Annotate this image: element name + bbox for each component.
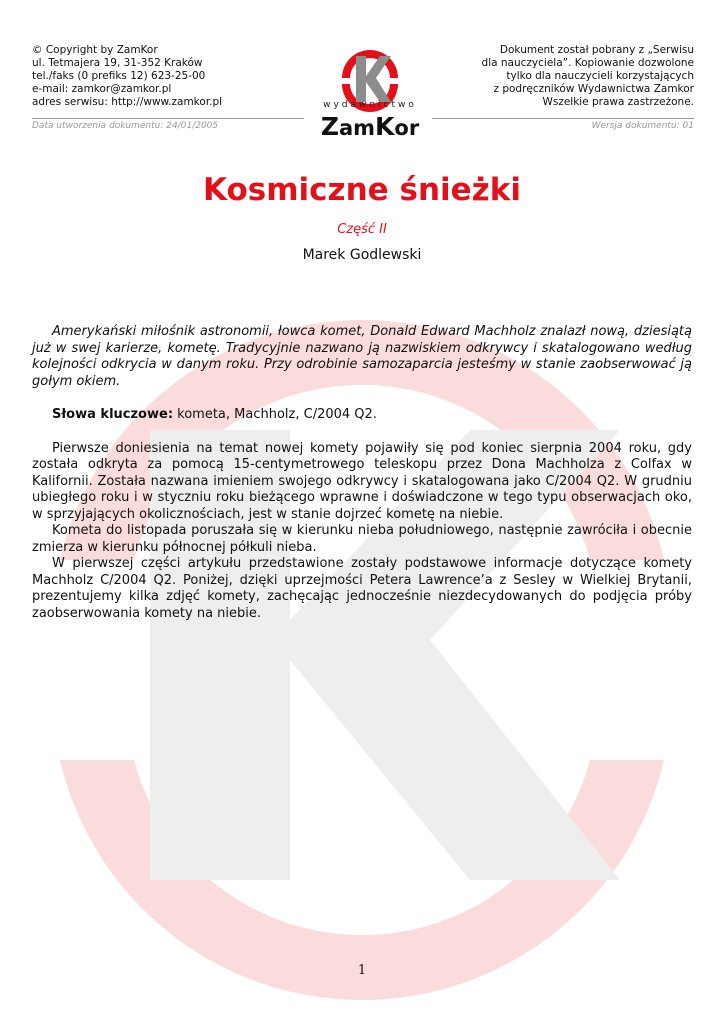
article-body <box>32 324 692 622</box>
notice-line: dla nauczyciela”. Kopiowanie dozwolone <box>481 57 694 69</box>
article-title: Kosmiczne śnieżki <box>203 172 521 208</box>
logo-caption: wydawnictwo <box>323 100 417 110</box>
abstract: Amerykański miłośnik astronomii, łowca komet, Donald Edward Machholz znalazł nową, dziesiątą już w swej karierze, kometę. Tradycyjnie nazwano ją nazwiskiem odkrywcy i skatalogowano według kolejności odkrycia w danym roku. Przy odrobinie samozaparcia jesteśmy w stanie zaobserwować ją gołym okiem. <box>32 324 692 389</box>
keywords-label: Słowa kluczowe: <box>52 407 174 422</box>
notice-line: Dokument został pobrany z „Serwisu <box>499 44 694 56</box>
notice-line: z podręczników Wydawnictwa Zamkor <box>493 83 694 95</box>
logo-wordmark: ZamKor <box>320 112 420 141</box>
copyright-notice <box>482 44 694 109</box>
address-line: ul. Tetmajera 19, 31-352 Kraków <box>32 57 203 69</box>
paragraph: Pierwsze doniesienia na temat nowej komety pojawiły się pod koniec sierpnia 2004 roku, gdy została odkryta za pomocą 15-centymetrowego teleskopu przez Dona Machholza z Colfax w Kalifornii. Została nazwana imieniem swojego odkrywcy i skatalogowana jako C/2004 Q2. W grudniu ubiegłego roku i w styczniu roku bieżącego wprawne i doświadczone w tego typu obserwacjach oko, w sprzyjających okolicznościach, jest w stanie dojrzeć kometę na niebie. <box>32 440 692 522</box>
notice-line: tylko dla nauczycieli korzystających <box>506 70 694 82</box>
publisher-contact <box>32 44 222 109</box>
document-version: Wersja dokumentu: 01 <box>591 121 694 131</box>
page-number: 1 <box>357 963 367 978</box>
header-divider-left <box>32 118 304 119</box>
keywords-list: kometa, Machholz, C/2004 Q2. <box>173 407 377 422</box>
paragraph: W pierwszej części artykułu przedstawione zostały podstawowe informacje dotyczące komety Machholz C/2004 Q2. Poniżej, dzięki uprzejmości Petera Lawrence’a z Sesley w Wielkiej Brytanii, prezentujemy kilka zdjęć komety, zachęcając jednocześnie niezdecydowanych do podjęcia próby zaobserwowania komety na niebie. <box>32 556 692 621</box>
notice-line: Wszelkie prawa zastrzeżone. <box>542 96 694 108</box>
paragraph: Kometa do listopada poruszała się w kierunku nieba południowego, następnie zawróciła i obecnie zmierza w kierunku północnej półkuli nieba. <box>32 523 692 555</box>
keywords <box>32 407 692 424</box>
article-author: Marek Godlewski <box>302 247 422 263</box>
email-line[interactable]: e-mail: zamkor@zamkor.pl <box>32 83 172 95</box>
article-part: Część II <box>337 222 387 237</box>
website-line[interactable]: adres serwisu: http://www.zamkor.pl <box>32 96 223 108</box>
copyright-line: © Copyright by ZamKor <box>32 44 158 56</box>
creation-date: Data utworzenia dokumentu: 24/01/2005 <box>32 121 219 131</box>
header-divider-right <box>432 118 694 119</box>
phone-line: tel./faks (0 prefiks 12) 623-25-00 <box>32 70 206 82</box>
